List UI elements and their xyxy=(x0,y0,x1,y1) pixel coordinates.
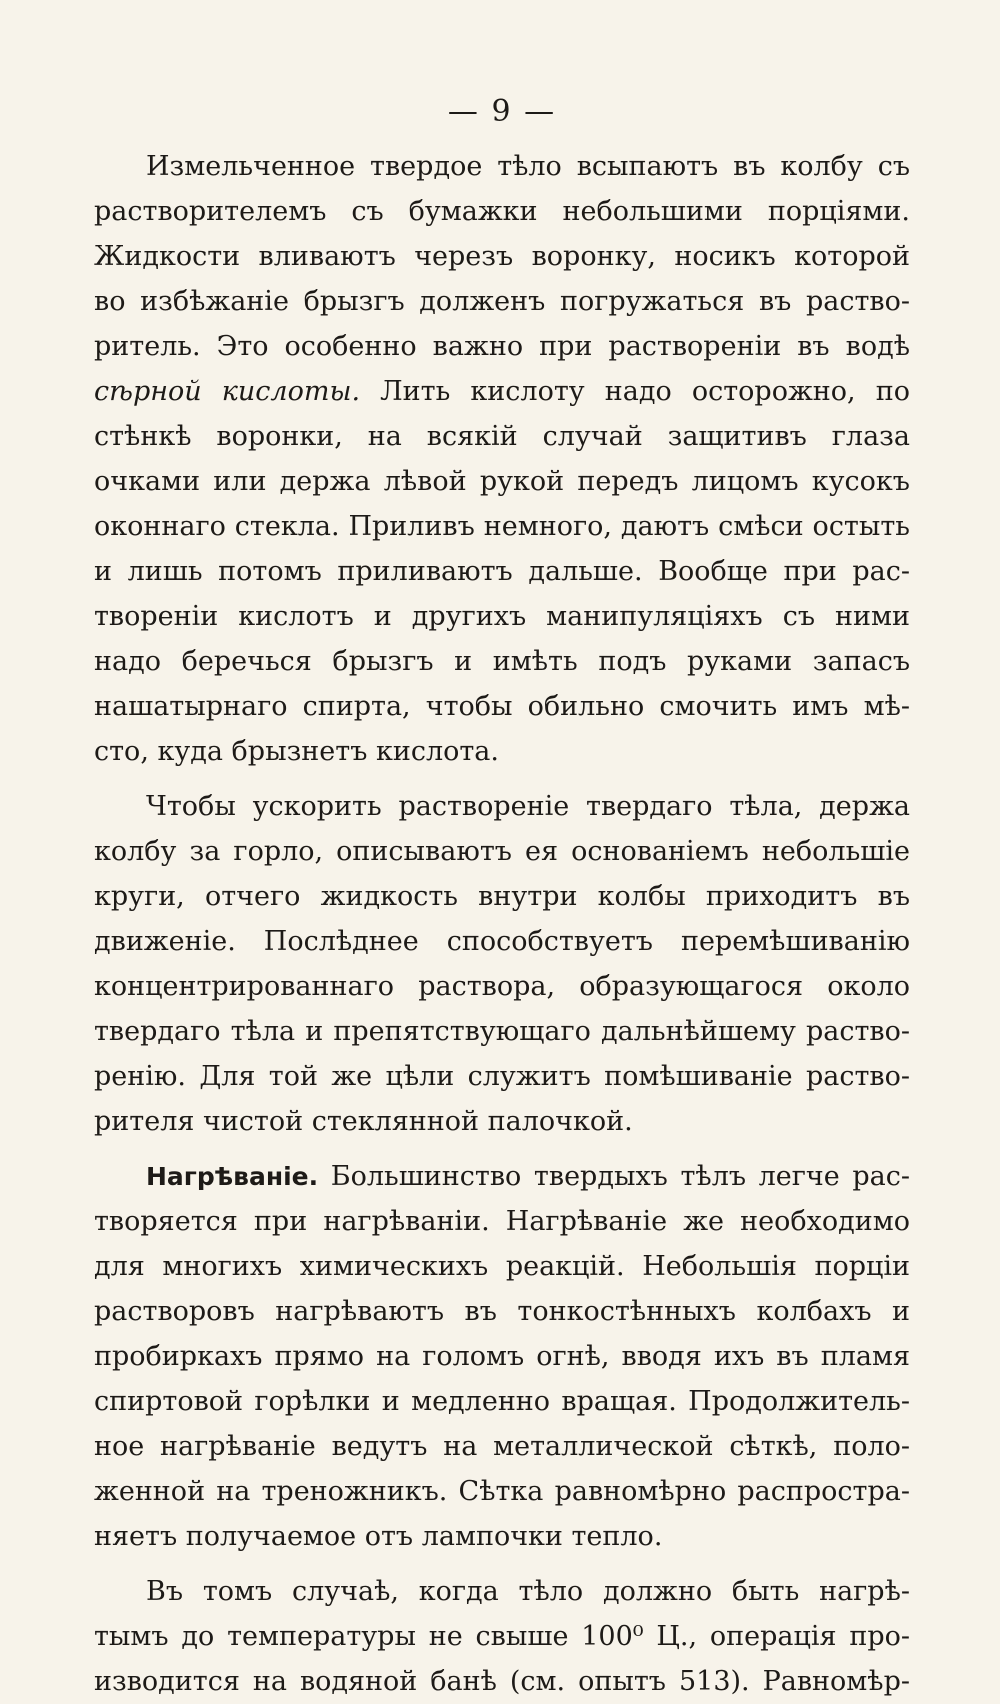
paragraph-dissolving xyxy=(94,144,910,774)
text-line: Чтобы ускорить раствореніе твердаго тѣла, держа xyxy=(146,791,910,822)
text-line: оконнаго стекла. Приливъ немного, даютъ смѣси остыть xyxy=(94,511,910,542)
text-segment: Лить кислоту надо осторожно, по xyxy=(360,376,910,407)
section-heading: Нагрѣваніе. xyxy=(146,1162,319,1191)
text-line: колбу за горло, описываютъ ея основаніемъ небольшіе xyxy=(94,836,910,867)
paragraph-heating xyxy=(94,1154,910,1559)
text-line: круги, отчего жидкость внутри колбы приходитъ въ xyxy=(94,881,910,912)
text-line: твердаго тѣла и препятствующаго дальнѣйшему раство- xyxy=(94,1016,910,1047)
text-line: няетъ получаемое отъ лампочки тепло. xyxy=(94,1521,663,1552)
text-line-mixed xyxy=(94,369,910,414)
text-line: и лишь потомъ приливаютъ дальше. Вообще при рас- xyxy=(94,556,910,587)
text-line: спиртовой горѣлки и медленно вращая. Продолжитель- xyxy=(94,1386,910,1417)
text-line: ритель. Это особенно важно при раствореніи въ водѣ xyxy=(94,331,910,362)
text-line: для многихъ химическихъ реакцій. Небольшія порціи xyxy=(94,1251,910,1282)
text-line: творяется при нагрѣваніи. Нагрѣваніе же необходимо xyxy=(94,1206,910,1237)
text-line: растворителемъ съ бумажки небольшими порціями. xyxy=(94,196,910,227)
text-line: стѣнкѣ воронки, на всякій случай защитивъ глаза xyxy=(94,421,910,452)
text-line: тымъ до температуры не свыше 100⁰ Ц., операція про- xyxy=(94,1621,910,1652)
text-line: пробиркахъ прямо на голомъ огнѣ, вводя ихъ въ пламя xyxy=(94,1341,910,1372)
text-line-mixed xyxy=(94,1154,910,1199)
text-line: твореніи кислотъ и другихъ манипуляціяхъ съ ними xyxy=(94,601,910,632)
text-line: надо беречься брызгъ и имѣть подъ руками запасъ xyxy=(94,646,910,677)
text-line: во избѣжаніе брызгъ долженъ погружаться въ раство- xyxy=(94,286,910,317)
text-line: ное нагрѣваніе ведутъ на металлической сѣткѣ, поло- xyxy=(94,1431,910,1462)
text-line: Въ томъ случаѣ, когда тѣло должно быть нагрѣ- xyxy=(146,1576,910,1607)
text-line: изводится на водяной банѣ (см. опытъ 513). Равномѣр- xyxy=(94,1666,910,1697)
text-line: нашатырнаго спирта, чтобы обильно смочить имъ мѣ- xyxy=(94,691,910,722)
text-line: Измельченное твердое тѣло всыпаютъ въ колбу съ xyxy=(146,151,910,182)
page-number: — 9 — xyxy=(447,94,557,129)
paragraph-water-bath xyxy=(94,1569,910,1704)
text-segment: Большинство твердыхъ тѣлъ легче рас- xyxy=(318,1161,910,1192)
text-line: сто, куда брызнетъ кислота. xyxy=(94,736,499,767)
text-line: очками или держа лѣвой рукой передъ лицомъ кусокъ xyxy=(94,466,910,497)
text-line: растворовъ нагрѣваютъ въ тонкостѣнныхъ колбахъ и xyxy=(94,1296,910,1327)
text-line: ренію. Для той же цѣли служитъ помѣшиваніе раство- xyxy=(94,1061,910,1092)
italic-term: сѣрной кислоты. xyxy=(94,376,361,407)
text-line: концентрированнаго раствора, образующагося около xyxy=(94,971,910,1002)
paragraph-stirring xyxy=(94,784,910,1144)
text-line: Жидкости вливаютъ черезъ воронку, носикъ которой xyxy=(94,241,910,272)
text-line: движеніе. Послѣднее способствуетъ перемѣшиванію xyxy=(94,926,910,957)
text-line: женной на треножникъ. Сѣтка равномѣрно распростра- xyxy=(94,1476,910,1507)
text-line: рителя чистой стеклянной палочкой. xyxy=(94,1106,633,1137)
